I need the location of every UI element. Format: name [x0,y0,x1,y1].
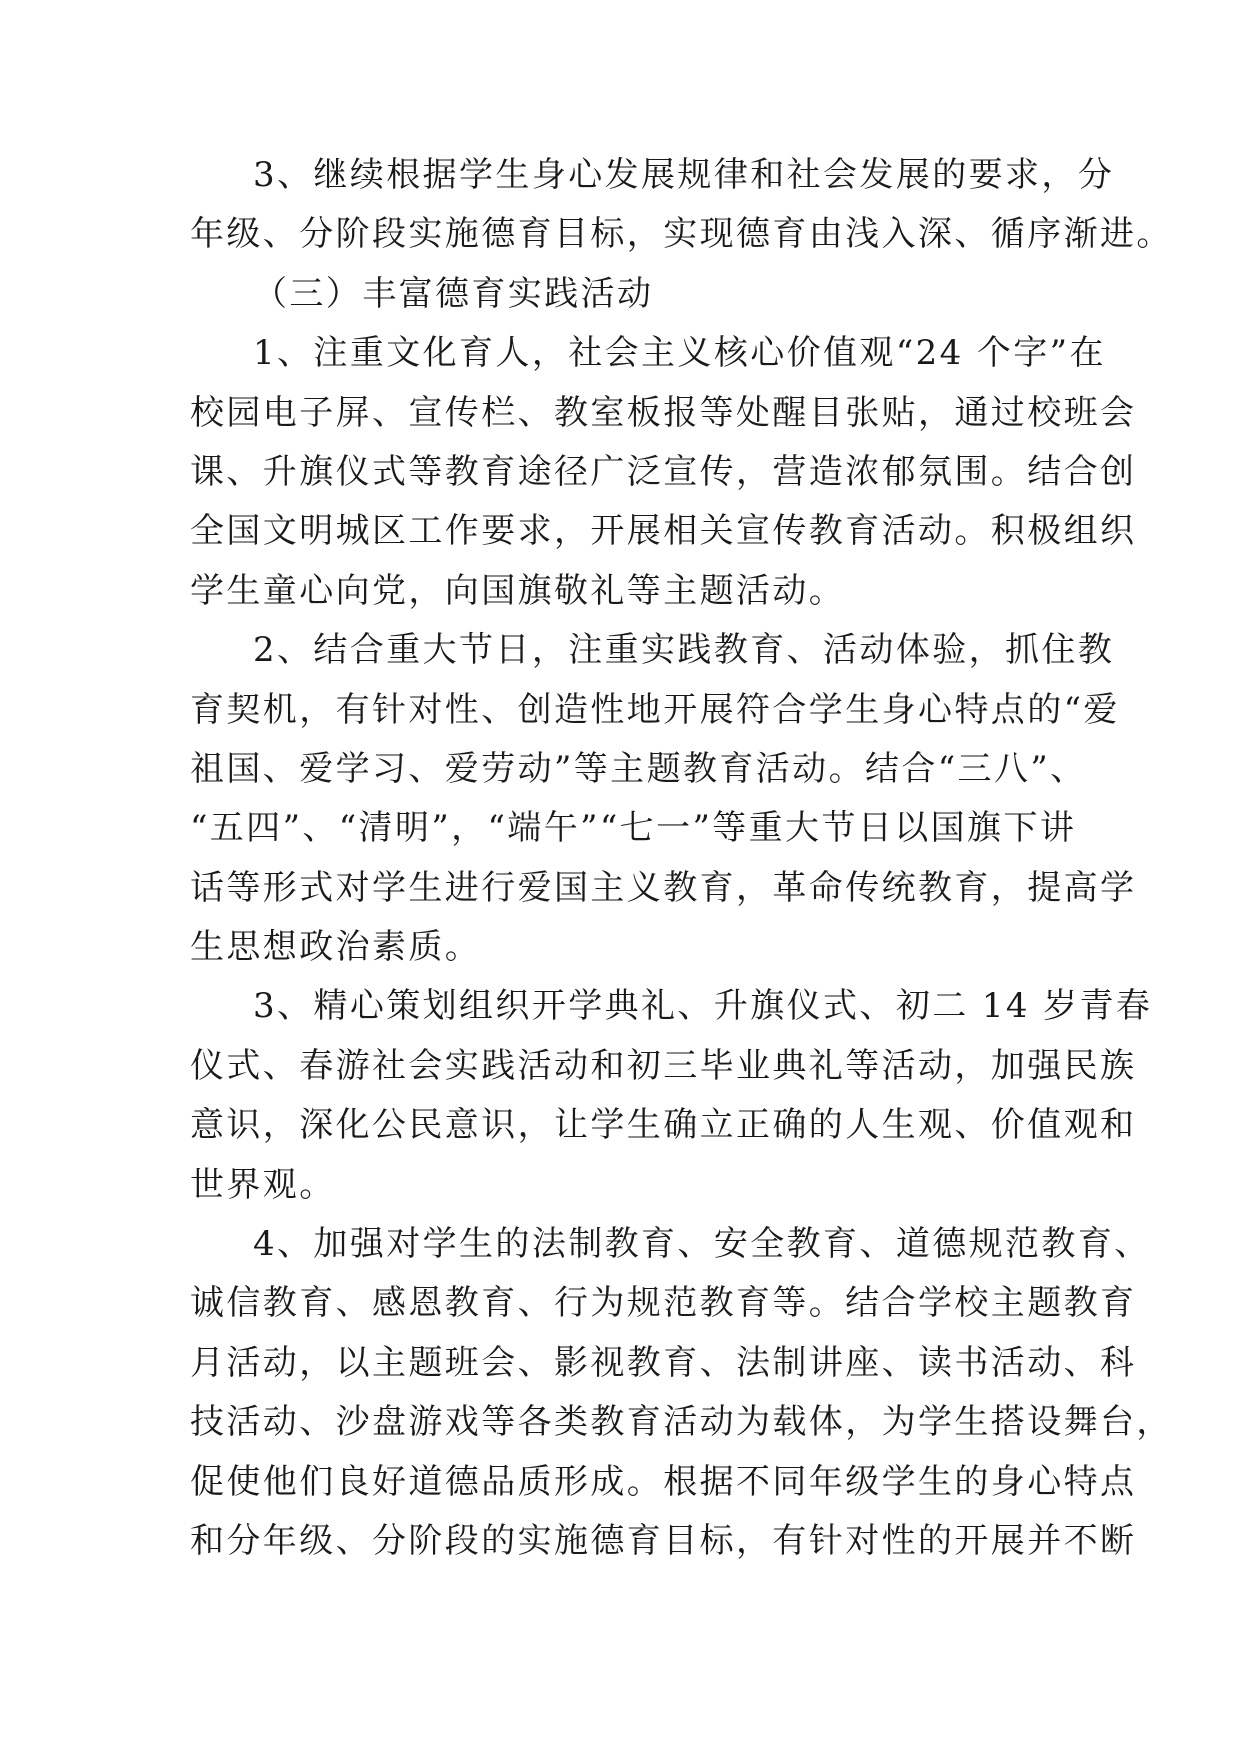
paragraph-line: 育契机，有针对性、创造性地开展符合学生身心特点的“爱 [190,689,1120,730]
paragraph-line: 仪式、春游社会实践活动和初三毕业典礼等活动，加强民族 [190,1045,1137,1086]
paragraph-line: 祖国、爱学习、爱劳动”等主题教育活动。结合“三八”、 [190,748,1087,789]
paragraph-line: 课、升旗仪式等教育途径广泛宣传，营造浓郁氛围。结合创 [190,451,1137,492]
paragraph-line: 3、继续根据学生身心发展规律和社会发展的要求，分 [253,155,1115,195]
section-heading: （三）丰富德育实践活动 [253,273,654,314]
paragraph-line: 世界观。 [190,1164,336,1205]
paragraph-line: 诚信教育、感恩教育、行为规范教育等。结合学校主题教育 [190,1283,1137,1324]
paragraph-line: 促使他们良好道德品质形成。根据不同年级学生的身心特点 [190,1461,1137,1502]
paragraph-line: 4、加强对学生的法制教育、安全教育、道德规范教育、 [253,1224,1151,1265]
paragraph-line: “五四”、“清明”，“端午”“七一”等重大节日以国旗下讲 [190,808,1077,849]
paragraph-line: 年级、分阶段实施德育目标，实现德育由浅入深、循序渐进。 [190,214,1173,255]
paragraph-line: 1、注重文化育人，社会主义核心价值观“24 个字”在 [253,333,1106,374]
document-body [190,146,1173,1571]
paragraph-line: 2、结合重大节日，注重实践教育、活动体验，抓住教 [253,630,1115,671]
paragraph-line: 学生童心向党，向国旗敬礼等主题活动。 [190,570,846,611]
paragraph-line: 月活动，以主题班会、影视教育、法制讲座、读书活动、科 [190,1342,1137,1383]
paragraph-line: 3、精心策划组织开学典礼、升旗仪式、初二 14 岁青春 [253,986,1153,1027]
paragraph-line: 校园电子屏、宣传栏、教室板报等处醒目张贴，通过校班会 [190,392,1137,433]
paragraph-line: 全国文明城区工作要求，开展相关宣传教育活动。积极组织 [190,511,1137,552]
paragraph-line: 和分年级、分阶段的实施德育目标，有针对性的开展并不断 [190,1520,1137,1561]
paragraph-line: 生思想政治素质。 [190,927,482,968]
paragraph-line: 话等形式对学生进行爱国主义教育，革命传统教育，提高学 [190,867,1137,908]
paragraph-line: 意识，深化公民意识，让学生确立正确的人生观、价值观和 [190,1105,1137,1146]
paragraph-line: 技活动、沙盘游戏等各类教育活动为载体，为学生搭设舞台， [190,1402,1173,1443]
